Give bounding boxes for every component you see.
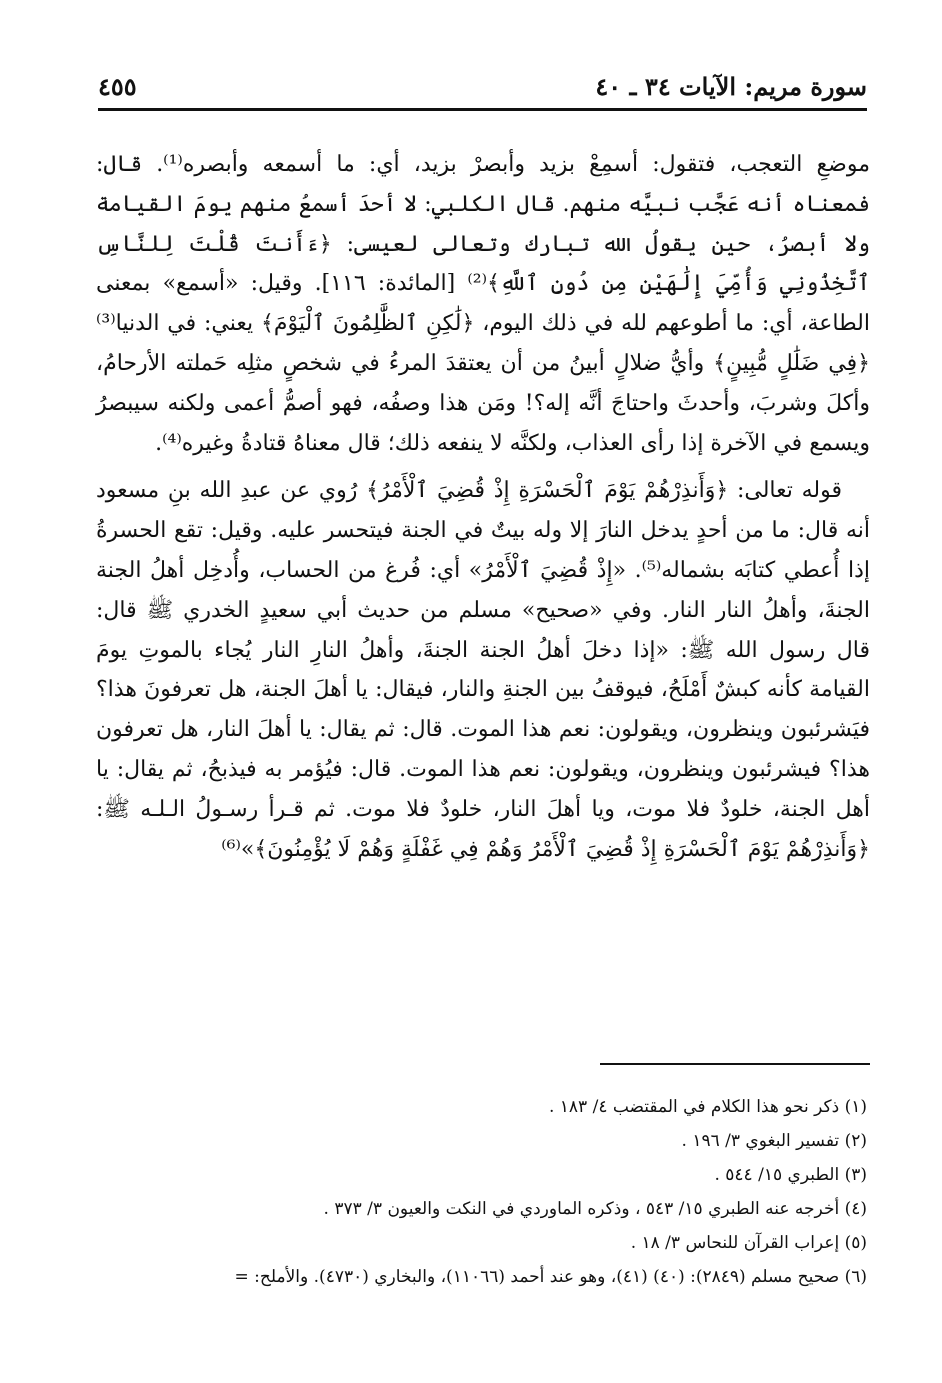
header-divider xyxy=(98,108,867,111)
paragraph: موضعِ التعجب، فتقول: أسمِعْ بزيد وأبصرْ بزيد، أي: ما أسمعه وأبصره⁽¹⁾. قال: فمعناه أنه عَجَّب نبيَّه منهم. قال الكلبي: لا أحدَ أسمعُ منهم يومَ القيامة ولا أبصرُ، حين يقولُ الله تبارك وتعالى لعيسى: ﴿ءَأَنتَ قُلْتَ لِلنَّاسِ ٱتَّخِذُونِي وَأُمِّيَ إِلَٰهَيْنِ مِن دُونِ ٱللَّهِ﴾⁽²⁾ [المائدة: ١١٦]. وقيل: «أسمع» بمعنى الطاعة، أي: ما أطوعهم لله في ذلك اليوم، ﴿لَٰكِنِ ٱلظَّٰلِمُونَ ٱلْيَوْمَ﴾ يعني: في الدنيا⁽³⁾ ﴿فِي ضَلَٰلٍ مُّبِينٍ﴾ وأيُّ ضلالٍ أبينُ من أن يعتقدَ المرءُ في شخصٍ مثلِه حَملته الأرحامُ، وأكلَ وشربَ، وأحدثَ واحتاجَ أنَّه إله؟! ومَن هذا وصفُه، فهو أصمُّ أعمى ولكنه سيبصرُ ويسمع في الآخرة إذا رأى العذاب، ولكنَّه لا ينفعه ذلك؛ قال معناهُ قتادةُ وغيره⁽⁴⁾. xyxy=(96,152,870,456)
paragraph: قوله تعالى: ﴿وَأَنذِرْهُمْ يَوْمَ ٱلْحَسْرَةِ إِذْ قُضِيَ ٱلْأَمْرُ﴾ رُوي عن عبدِ الله بنِ مسعود أنه قال: ما من أحدٍ يدخل النارَ إلا وله بيتٌ في الجنة فيتحسر عليه. وقيل: تقع الحسرةُ إذا أُعطي كتابَه بشماله⁽⁵⁾. «إِذْ قُضِيَ ٱلْأَمْرُ» أي: فُرغ من الحساب، وأُدخِل أهلُ الجنة الجنةَ، وأهلُ النار النار. وفي «صحيح» مسلم من حديث أبي سعيدٍ الخدري ﷺ قال: قال رسول الله ﷺ: «إذا دخلَ أهلُ الجنة الجنةَ، وأهلُ النارِ النار يُجاء بالموتِ يومَ القيامة كأنه كبشٌ أَمْلَحُ، فيوقفُ بين الجنةِ والنار، فيقال: يا أهلَ الجنة، هل تعرفونَ هذا؟ فيَشرئبون وينظرون، ويقولون: نعم هذا الموت. قال: ثم يقال: يا أهلَ النار، هل تعرفون هذا؟ فيشرئبون وينظرون، ويقولون: نعم هذا الموت. قال: فيُؤمر به فيذبحُ، ثم يقال: يا أهل الجنة، خلودٌ فلا موت، ويا أهلَ النار، خلودٌ فلا موت. ثم قـرأ رسـولُ الـلـه ﷺ: ﴿وَأَنذِرْهُمْ يَوْمَ ٱلْحَسْرَةِ إِذْ قُضِيَ ٱلْأَمْرُ وَهُمْ فِي غَفْلَةٍ وَهُمْ لَا يُؤْمِنُونَ﴾»⁽⁶⁾ xyxy=(96,478,871,862)
footnote: (٥) إعراب القرآن للنحاس ٣/ ١٨ . xyxy=(630,1233,867,1253)
page-number: ٤٥٥ xyxy=(98,71,137,101)
footnote: (٤) أخرجه عنه الطبري ١٥/ ٥٤٣ ، وذكره الماوردي في النكت والعيون ٣/ ٣٧٣ . xyxy=(323,1199,867,1219)
footnotes xyxy=(96,1090,867,1294)
surah-title: سورة مريم: الآيات ٣٤ ـ ٤٠ xyxy=(595,71,867,101)
main-text xyxy=(96,145,870,869)
footnote-divider xyxy=(600,1063,870,1065)
footnote: (٦) صحيح مسلم (٢٨٤٩): (٤٠) (٤١)، وهو عند أحمد (١١٠٦٦)، والبخاري (٤٧٣٠). والأملح: = xyxy=(234,1267,867,1287)
page-header xyxy=(98,66,867,106)
footnote: (١) ذكر نحو هذا الكلام في المقتضب ٤/ ١٨٣ . xyxy=(548,1097,867,1117)
footnote: (٢) تفسير البغوي ٣/ ١٩٦ . xyxy=(681,1131,867,1151)
footnote: (٣) الطبري ١٥/ ٥٤٤ . xyxy=(714,1165,867,1185)
